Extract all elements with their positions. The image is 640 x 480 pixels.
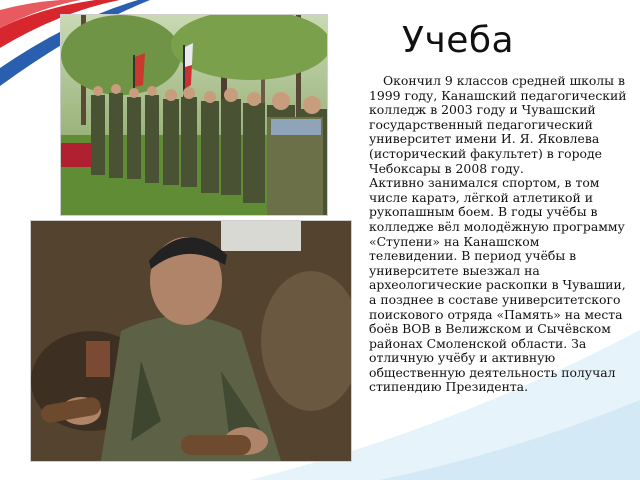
paragraph-education: Окончил 9 классов средней школы в 1999 году, Канашский педагогический колледж в 2003 году и Чувашский государственный педагогический университет имени И. Я. Яковлева (исторический факультет) в городе Чебоксары в 2008 году. xyxy=(369,73,627,176)
paragraph-activities: Активно занимался спортом, в том числе каратэ, лёгкой атлетикой и рукопашным боем. В годы учёбы в колледже вёл молодёжную программу «Ступени» на Канашском телевидении. В период учёбы в университете выезжал на археологические раскопки в Чувашии, а позднее в составе университетского поискового отряда «Память» на места боёв ВОВ в Велижском и Сычёвском районах Смоленской области. За отличную учёбу и активную общественную деятельность получал стипендию Президента. xyxy=(369,175,626,395)
group-photo xyxy=(60,14,328,216)
biography-text xyxy=(369,74,631,395)
man-with-shells-photo xyxy=(30,220,352,462)
slide-title: Учеба xyxy=(402,20,515,61)
